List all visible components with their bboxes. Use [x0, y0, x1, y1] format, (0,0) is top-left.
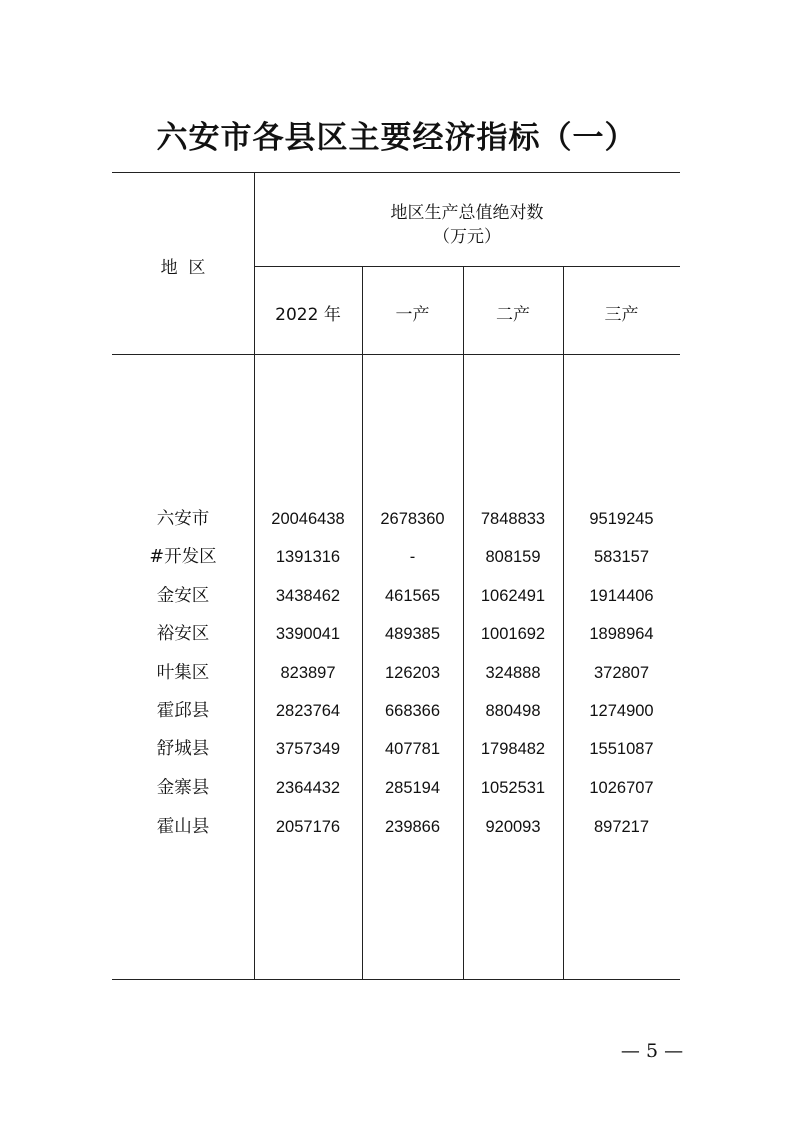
gdp-tertiary: 1898964	[589, 625, 654, 643]
column-header-primary: 一产	[395, 305, 430, 325]
gdp-header-unit: （万元）	[433, 227, 501, 247]
gdp-tertiary: 1551087	[589, 740, 654, 758]
gdp-tertiary: 372807	[593, 664, 650, 682]
gdp-total-2022: 2057176	[275, 818, 341, 836]
gdp-primary: -	[409, 548, 416, 566]
table-bottom-rule	[112, 979, 680, 980]
gdp-primary: 407781	[384, 740, 441, 758]
region-name: 霍山县	[156, 817, 210, 837]
gdp-primary: 489385	[384, 625, 441, 643]
gdp-secondary: 324888	[485, 664, 541, 682]
page-number: — 5 —	[620, 1040, 684, 1062]
gdp-primary: 285194	[384, 779, 441, 797]
table-row	[112, 769, 680, 807]
gdp-secondary: 1798482	[480, 740, 546, 758]
table-row	[112, 654, 680, 692]
gdp-header-title: 地区生产总值绝对数	[390, 203, 544, 223]
gdp-tertiary: 1274900	[589, 702, 654, 720]
header-bottom-rule	[112, 354, 680, 355]
column-header-secondary: 二产	[496, 305, 530, 325]
region-name: 金寨县	[156, 778, 210, 798]
gdp-primary: 461565	[384, 587, 441, 605]
table-top-rule	[112, 172, 680, 173]
region-name: 叶集区	[156, 663, 210, 683]
gdp-total-2022: 3438462	[275, 587, 341, 605]
gdp-tertiary: 1914406	[589, 587, 654, 605]
table-row	[112, 538, 680, 576]
gdp-total-2022: 2364432	[275, 779, 341, 797]
gdp-secondary: 808159	[485, 548, 541, 566]
table-row	[112, 730, 680, 768]
region-name: 金安区	[156, 586, 210, 606]
gdp-secondary: 1001692	[480, 625, 546, 643]
page-title: 六安市各县区主要经济指标（一）	[156, 120, 637, 156]
gdp-tertiary: 9519245	[589, 510, 654, 528]
gdp-tertiary: 583157	[593, 548, 650, 566]
region-name: 裕安区	[156, 624, 210, 644]
column-header-tertiary: 三产	[604, 305, 639, 325]
gdp-secondary: 880498	[485, 702, 541, 720]
table-row	[112, 692, 680, 730]
gdp-tertiary: 897217	[593, 818, 650, 836]
gdp-total-2022: 823897	[280, 664, 336, 682]
region-name: #开发区	[149, 547, 217, 567]
gdp-total-2022: 1391316	[275, 548, 341, 566]
region-name: 霍邱县	[156, 701, 210, 721]
table-row	[112, 500, 680, 538]
gdp-primary: 668366	[384, 702, 441, 720]
column-header-2022: 2022 年	[275, 305, 341, 325]
gdp-total-2022: 3757349	[275, 740, 341, 758]
region-name: 舒城县	[156, 739, 210, 759]
gdp-primary: 126203	[384, 664, 441, 682]
table-row	[112, 577, 680, 615]
table-row	[112, 615, 680, 653]
gdp-secondary: 7848833	[480, 510, 546, 528]
gdp-primary: 239866	[384, 818, 441, 836]
region-name: 六安市	[156, 509, 210, 529]
gdp-total-2022: 20046438	[271, 510, 345, 528]
region-header: 地 区	[160, 258, 206, 278]
gdp-total-2022: 3390041	[275, 625, 341, 643]
gdp-secondary: 1062491	[480, 587, 546, 605]
gdp-tertiary: 1026707	[589, 779, 654, 797]
gdp-total-2022: 2823764	[275, 702, 341, 720]
table-row	[112, 808, 680, 846]
gdp-secondary: 920093	[485, 818, 541, 836]
header-divider-rule	[254, 266, 680, 267]
gdp-secondary: 1052531	[480, 779, 546, 797]
gdp-primary: 2678360	[380, 510, 445, 528]
